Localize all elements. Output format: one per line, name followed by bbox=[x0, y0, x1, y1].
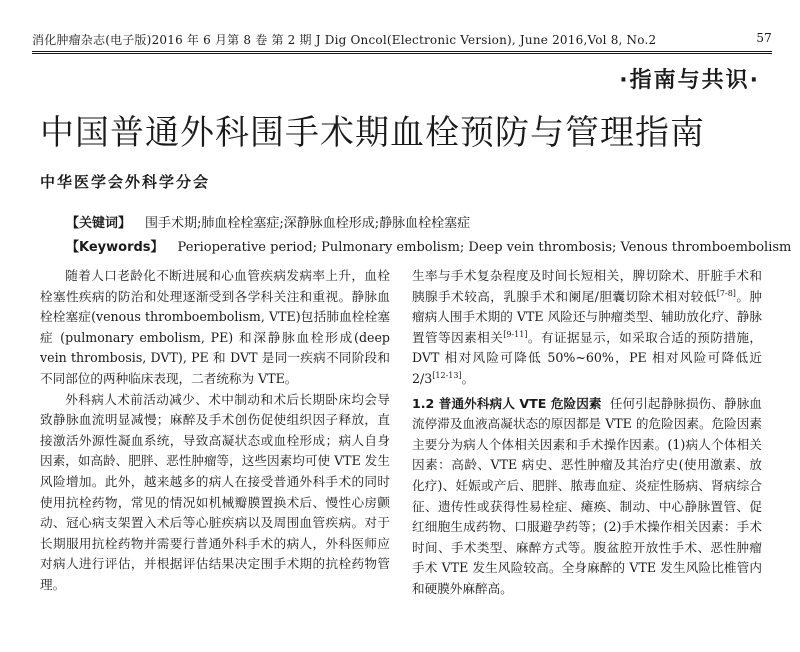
text-segment: 。 bbox=[461, 370, 475, 386]
column-right bbox=[412, 266, 762, 600]
column-left bbox=[40, 266, 390, 596]
paragraph-risk: 外科病人术前活动减少、术中制动和术后长期卧床均会导致静脉血流明显减慢；麻醉及手术创伤促使组织因子释放，直接激活外源性凝血系统，导致高凝状态或血栓形成；病人自身因素，如高龄、肥胖、恶性肿瘤等，这些因素均可使 VTE 发生风险增加。此外，越来越多的病人在接受普通外科手术的同时使用抗栓药物，常见的情况如机械瓣膜置换术后、慢性心房颤动、冠心病支架置入术后等心脏疾病以及周围血管疾病。对于长期服用抗栓药物并需要行普通外科手术的病人，外科医师应对病人进行评估，并根据评估结果决定围手术期的抗栓药物管理。 bbox=[40, 391, 390, 592]
keywords-cn-label: 【关键词】 bbox=[66, 216, 132, 231]
header-rule-thick bbox=[32, 51, 772, 52]
text-segment: 生率与手术复杂程度及时间长短相关，脾切除术、肝脏手术和胰腺手术较高，乳腺手术和阑尾/胆囊切除术相对较低 bbox=[412, 268, 762, 304]
citation: [12-13] bbox=[432, 370, 462, 380]
text-segment: 任何引起静脉损伤、静脉血流停滞及血液高凝状态的原因都是 VTE 的危险因素。危险因素主要分为病人个体相关因素和手术操作因素。(1)病人个体相关因素：高龄、VTE 病史、恶性肿瘤及其治疗史(使用激素、放化疗)、妊娠或产后、肥胖、脓毒血症、炎症性肠病、肾病综合征、遗传性或获得性易栓症、瘫痪、制动、中心静脉置管、促红细胞生成药物、口服避孕药等；(2)手术操作相关因素：手术时间、手术类型、麻醉方式等。腹盆腔开放性手术、恶性肿瘤手术 VTE 发生风险较高。全身麻醉的 VTE 发生风险比椎管内和硬膜外麻醉高。 bbox=[412, 395, 763, 596]
text-segment: 。肿瘤病人围手术期的 VTE 风险还与肿瘤类型、辅助放化疗、静脉置管等因素相关 bbox=[412, 288, 762, 345]
keywords-en-label: 【Keywords】 bbox=[66, 240, 164, 255]
author: 中华医学会外科学分会 bbox=[40, 173, 211, 191]
keywords-cn bbox=[66, 212, 470, 231]
running-header bbox=[32, 31, 772, 49]
page-number: 57 bbox=[756, 31, 772, 45]
subsection-heading: 1.2 普通外科病人 VTE 危险因素 bbox=[412, 395, 602, 411]
keywords-en bbox=[66, 236, 791, 255]
citation: [7-8] bbox=[716, 288, 736, 298]
text-segment: 。有证据显示，如采取合适的预防措施，DVT 相对风险可降低 50%~60%，PE 相对风险可降低近 2/3 bbox=[412, 329, 762, 386]
journal-citation: 消化肿瘤杂志(电子版)2016 年 6 月第 8 卷 第 2 期 J Dig Oncol(Electronic Version), June 2016,Vol 8, No.2 bbox=[32, 33, 657, 47]
article-title: 中国普通外科围手术期血栓预防与管理指南 bbox=[40, 113, 705, 153]
keywords-cn-text: 围手术期;肺血栓栓塞症;深静脉血栓形成;静脉血栓栓塞症 bbox=[145, 216, 471, 231]
paragraph-intro: 随着人口老龄化不断进展和心血管疾病发病率上升，血栓栓塞性疾病的防治和处理逐渐受到各学科关注和重视。静脉血栓栓塞症(venous thromboembolism, VTE)包括肺血栓栓塞症 (pulmonary embolism, PE) 和深静脉血栓形成(deep vein thrombosis, DVT), PE 和 DVT 是同一疾病不同阶段和不同部位的两种临床表现，二者统称为 VTE。 bbox=[40, 268, 390, 386]
header-rule-thin bbox=[32, 53, 772, 54]
keywords-en-text: Perioperative period; Pulmonary embolism; Deep vein thrombosis; Venous thromboembolism bbox=[177, 240, 792, 255]
paragraph-risk-factors bbox=[412, 394, 762, 600]
section-tag: ·指南与共识· bbox=[619, 68, 760, 93]
citation: [9-11] bbox=[503, 329, 528, 339]
paragraph-incidence bbox=[412, 266, 762, 390]
